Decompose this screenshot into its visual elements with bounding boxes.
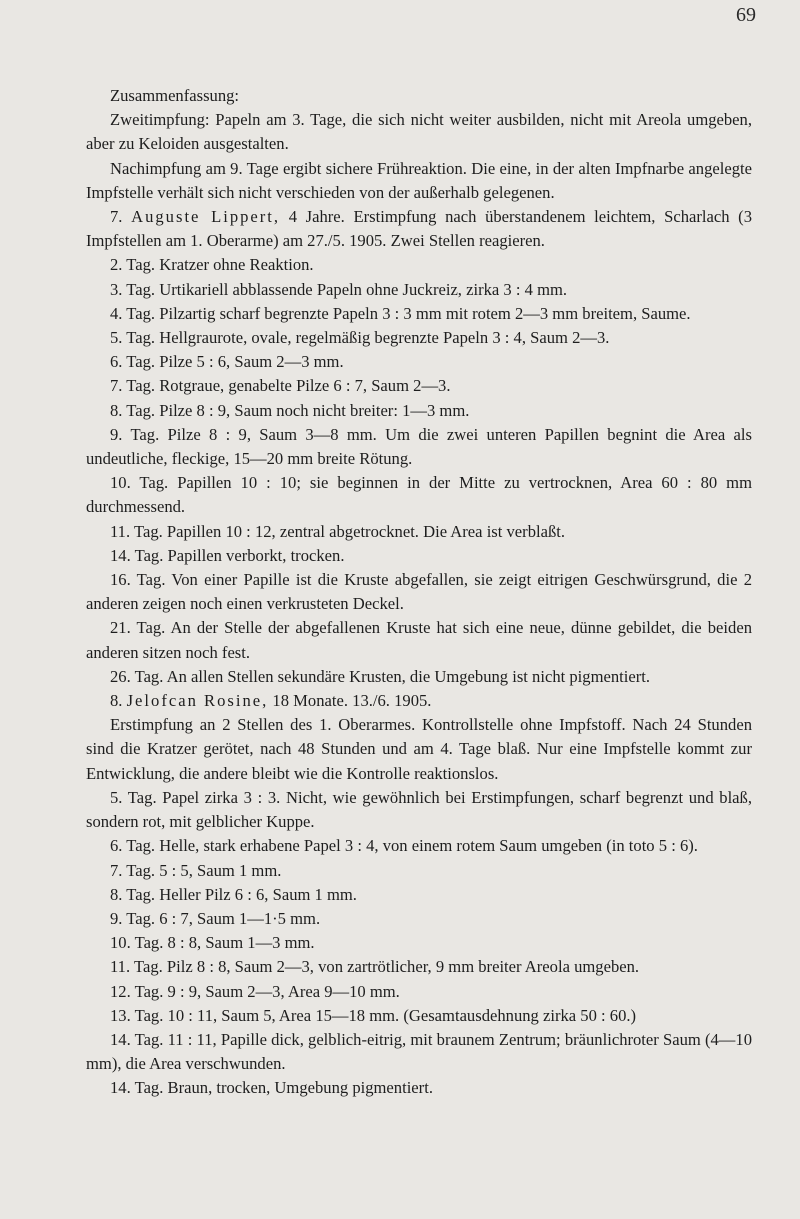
day-entry: 6. Tag. Helle, stark erhabene Papel 3 : 4, von einem rotem Saum umgeben (in toto 5 : 6). — [110, 836, 698, 856]
day-entry: 11. Tag. Pilz 8 : 8, Saum 2—3, von zartrötlicher, 9 mm breiter Areola umgeben. — [110, 957, 640, 977]
case-entry-jelofcan: 8. Jelofcan Rosine, 18 Monate. 13./6. 1905. — [110, 691, 432, 711]
day-entry: 10. Tag. 8 : 8, Saum 1—3 mm. — [110, 933, 315, 953]
day-entry: 21. Tag. An der Stelle der abgefallenen Kruste hat sich eine neue, dünne gebildet, die beiden anderen sitzen noch fest. — [86, 618, 752, 662]
person-name: Jelofcan Rosine, — [126, 691, 269, 711]
paragraph: Nachimpfung am 9. Tage ergibt sichere Frühreaktion. Die eine, in der alten Impfnarbe angelegte Impfstelle verhält sich nicht verschieden von der außerhalb gelegenen. — [86, 158, 752, 202]
day-entry: 7. Tag. Rotgraue, genabelte Pilze 6 : 7, Saum 2—3. — [110, 376, 451, 396]
day-entry: 12. Tag. 9 : 9, Saum 2—3, Area 9—10 mm. — [110, 981, 400, 1001]
day-entry: 10. Tag. Papillen 10 : 10; sie beginnen in der Mitte zu vertrocknen, Area 60 : 80 mm durchmessend. — [86, 473, 752, 517]
day-entry: 26. Tag. An allen Stellen sekundäre Krusten, die Umgebung ist nicht pigmentiert. — [110, 666, 651, 686]
day-entry: 14. Tag. 11 : 11, Papille dick, gelblich-eitrig, mit braunem Zentrum; bräunlichroter Saum (4—10 mm), die Area verschwunden. — [86, 1029, 752, 1074]
day-entry: 5. Tag. Hellgraurote, ovale, regelmäßig begrenzte Papeln 3 : 4, Saum 2—3. — [110, 328, 610, 348]
day-entry: 5. Tag. Papel zirka 3 : 3. Nicht, wie gewöhnlich bei Erstimpfungen, scharf begrenzt und blaß, sondern rot, mit gelblicher Kuppe. — [86, 787, 752, 832]
paragraph: Zweitimpfung: Papeln am 3. Tage, die sich nicht weiter ausbilden, nicht mit Areola umgeben, aber zu Keloiden ausgestalten. — [86, 110, 752, 154]
day-entry: 2. Tag. Kratzer ohne Reaktion. — [110, 255, 314, 275]
person-name: Auguste Lippert, — [131, 207, 281, 227]
summary-heading: Zusammenfassung: — [110, 86, 240, 105]
day-entry: 11. Tag. Papillen 10 : 12, zentral abgetrocknet. Die Area ist verblaßt. — [110, 521, 566, 541]
day-entry: 9. Tag. 6 : 7, Saum 1—1·5 mm. — [110, 908, 321, 928]
day-entry: 14. Tag. Papillen verborkt, trocken. — [110, 545, 345, 565]
day-entry: 9. Tag. Pilze 8 : 9, Saum 3—8 mm. Um die zwei unteren Papillen begnint die Area als undeutliche, fleckige, 15—20 mm breite Rötung. — [86, 424, 752, 469]
day-entry: 3. Tag. Urtikariell abblassende Papeln ohne Juckreiz, zirka 3 : 4 mm. — [110, 279, 568, 299]
day-entry: 14. Tag. Braun, trocken, Umgebung pigmentiert. — [110, 1078, 433, 1098]
day-entry: 13. Tag. 10 : 11, Saum 5, Area 15—18 mm. (Gesamtausdehnung zirka 50 : 60.) — [110, 1005, 637, 1025]
document-body — [86, 84, 752, 1101]
day-entry: 8. Tag. Heller Pilz 6 : 6, Saum 1 mm. — [110, 884, 357, 904]
paragraph: Erstimpfung an 2 Stellen des 1. Oberarmes. Kontrollstelle ohne Impfstoff. Nach 24 Stunden sind die Kratzer gerötet, nach 48 Stunden und am 4. Tage blaß. Nur eine Impfstelle kommt zur Entwicklung, die andere bleibt wie die Kontrolle reaktionslos. — [86, 715, 752, 783]
case-entry-lippert: 7. Auguste Lippert, 4 Jahre. Erstimpfung nach überstandenem leichtem, Scharlach (3 Impfstellen am 1. Oberarme) am 27./5. 1905. Zwei Stellen reagieren. — [86, 207, 752, 251]
day-entry: 4. Tag. Pilzartig scharf begrenzte Papeln 3 : 3 mm mit rotem 2—3 mm breitem, Saume. — [110, 303, 691, 323]
day-entry: 8. Tag. Pilze 8 : 9, Saum noch nicht breiter: 1—3 mm. — [110, 400, 470, 420]
day-entry: 16. Tag. Von einer Papille ist die Kruste abgefallen, sie zeigt eitrigen Geschwürsgrund, die 2 anderen zeigen noch einen verkrusteten Deckel. — [86, 570, 752, 614]
day-entry: 6. Tag. Pilze 5 : 6, Saum 2—3 mm. — [110, 352, 344, 372]
day-entry: 7. Tag. 5 : 5, Saum 1 mm. — [110, 860, 282, 880]
page-number: 69 — [736, 4, 756, 26]
